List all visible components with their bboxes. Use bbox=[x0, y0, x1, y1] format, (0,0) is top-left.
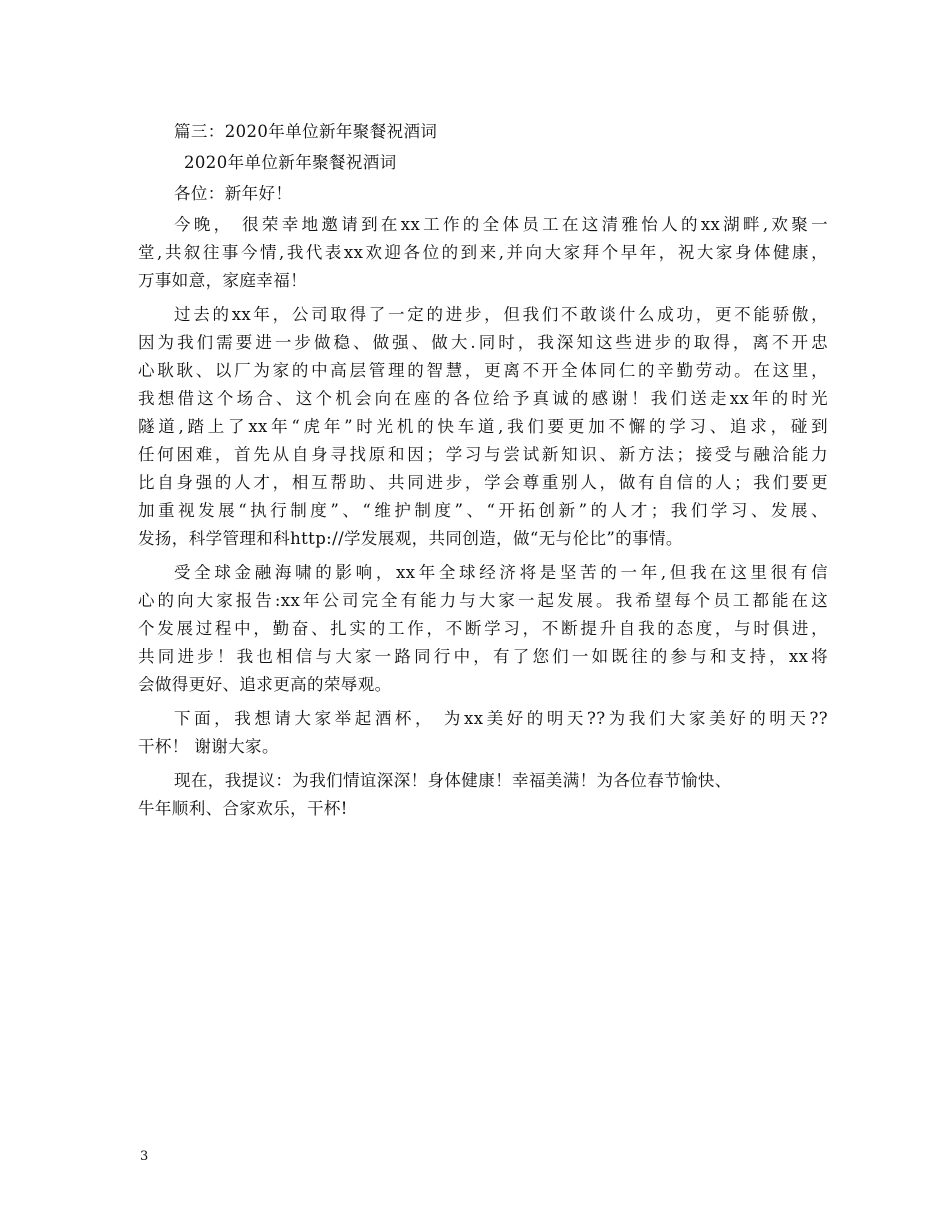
paragraph-line: 加重视发展“执行制度”、“维护制度”、“开拓创新”的人才；我们学习、发展、 bbox=[138, 501, 828, 520]
paragraph-line: 堂,共叙往事今情,我代表xx欢迎各位的到来,并向大家拜个早年，祝大家身体健康， bbox=[138, 243, 828, 262]
paragraph-line: 发扬，科学管理和科http://学发展观，共同创造，做“无与伦比”的事情。 bbox=[138, 529, 683, 548]
paragraph-2 bbox=[138, 301, 828, 553]
paragraph-line: 个发展过程中，勤奋、扎实的工作，不断学习，不断提升自我的态度，与时俱进， bbox=[138, 619, 828, 638]
paragraph-1 bbox=[138, 211, 828, 295]
paragraph-line: 心的向大家报告:xx年公司完全有能力与大家一起发展。我希望每个员工都能在这 bbox=[138, 591, 828, 610]
document-title: 2020年单位新年聚餐祝酒词 bbox=[184, 153, 397, 172]
paragraph-line: 会做得更好、追求更高的荣辱观。 bbox=[138, 675, 392, 694]
paragraph-5 bbox=[138, 767, 828, 823]
paragraph-line: 受全球金融海啸的影响，xx年全球经济将是坚苦的一年,但我在这里很有信 bbox=[174, 563, 828, 582]
paragraph-line: 牛年顺利、合家欢乐，干杯! bbox=[138, 799, 348, 818]
paragraph-line: 因为我们需要进一步做稳、做强、做大.同时，我深知这些进步的取得，离不开忠 bbox=[138, 333, 828, 352]
paragraph-line: 现在，我提议：为我们情谊深深！身体健康！幸福美满！为各位春节愉快、 bbox=[174, 771, 732, 790]
paragraph-3 bbox=[138, 559, 828, 699]
paragraph-4 bbox=[138, 705, 828, 761]
paragraph-line: 下面，我想请大家举起酒杯， 为xx美好的明天??为我们大家美好的明天?? bbox=[174, 709, 828, 728]
paragraph-line: 心耿耿、以厂为家的中高层管理的智慧，更离不开全体同仁的辛勤劳动。在这里， bbox=[138, 361, 828, 380]
paragraph-line: 比自身强的人才，相互帮助、共同进步，学会尊重别人，做有自信的人；我们要更 bbox=[138, 473, 828, 492]
paragraph-line: 共同进步！我也相信与大家一路同行中，有了您们一如既往的参与和支持，xx将 bbox=[138, 647, 828, 666]
paragraph-line: 今晚， 很荣幸地邀请到在xx工作的全体员工在这清雅怡人的xx湖畔,欢聚一 bbox=[174, 215, 828, 234]
paragraph-line: 干杯！ 谢谢大家。 bbox=[138, 737, 279, 756]
paragraph-line: 过去的xx年，公司取得了一定的进步，但我们不敢谈什么成功，更不能骄傲， bbox=[174, 305, 828, 324]
paragraph-line: 万事如意，家庭幸福！ bbox=[138, 271, 307, 290]
section-heading: 篇三：2020年单位新年聚餐祝酒词 bbox=[174, 122, 438, 141]
page-number: 3 bbox=[140, 1149, 149, 1164]
paragraph-line: 隧道,踏上了xx年“虎年”时光机的快车道,我们要更加不懈的学习、追求，碰到 bbox=[138, 417, 828, 436]
paragraph-line: 我想借这个场合、这个机会向在座的各位给予真诚的感谢！我们送走xx年的时光 bbox=[138, 389, 828, 408]
greeting-line: 各位：新年好！ bbox=[174, 184, 293, 203]
document-body bbox=[138, 118, 828, 829]
paragraph-line: 任何困难，首先从自身寻找原和因；学习与尝试新知识、新方法；接受与融洽能力 bbox=[138, 445, 828, 464]
